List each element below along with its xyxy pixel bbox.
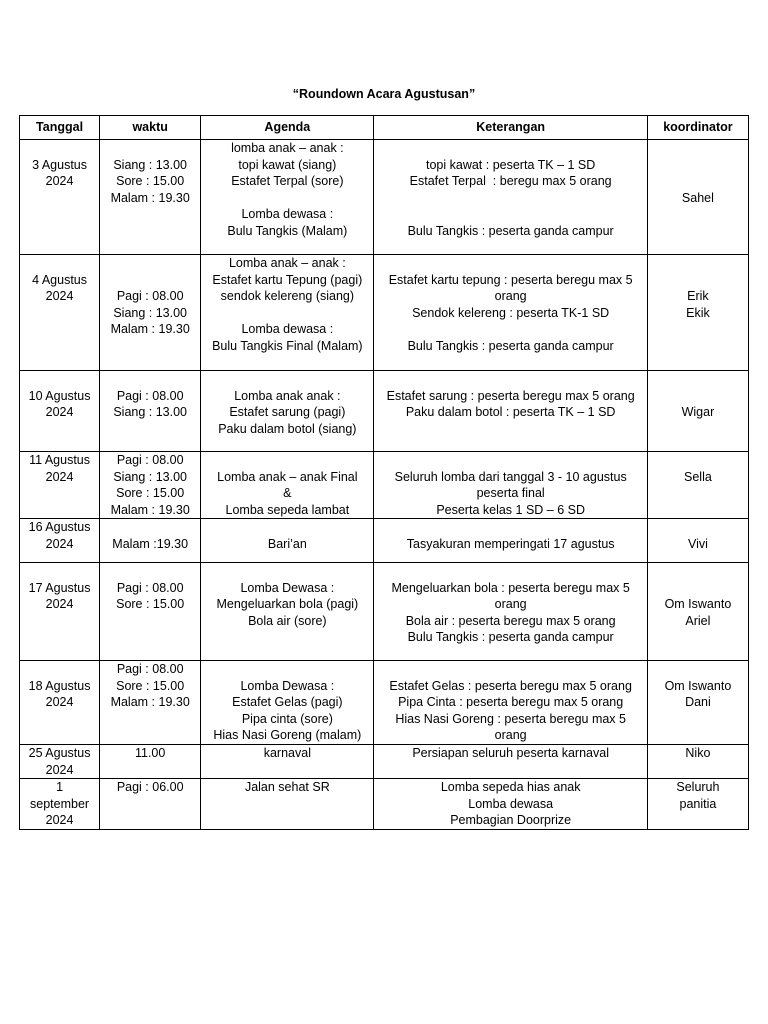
header-agenda: Agenda [201,116,374,140]
cell-keterangan [374,140,647,255]
cell-line: Pagi : 08.00 [116,388,184,403]
cell-line: Peserta kelas 1 SD – 6 SD [436,502,585,517]
cell-tanggal [20,745,100,779]
cell-line: 2024 [45,469,74,484]
cell-line [376,321,644,338]
table-row [20,519,749,563]
cell-tanggal [20,519,100,563]
cell-line: Bulu Tangkis : peserta ganda campur [407,223,614,238]
cell-line [203,519,371,536]
cell-koordinator [647,745,748,779]
cell-agenda [201,452,374,519]
cell-line: 2024 [45,174,74,188]
cell-line: Erik [687,289,709,303]
cell-line [376,206,644,223]
cell-line: 3 Agustus [32,157,87,172]
cell-waktu [100,371,201,452]
cell-waktu [100,779,201,830]
cell-keterangan [374,519,647,563]
cell-line [650,388,746,405]
cell-line: Pagi : 08.00 [116,289,184,303]
cell-keterangan [374,745,647,779]
cell-line: Bola air (sore) [248,613,327,628]
cell-keterangan [374,371,647,452]
cell-line: Lomba Dewasa : [240,580,335,595]
table-row [20,371,749,452]
cell-line: sendok kelereng (siang) [220,289,355,303]
cell-line: 2024 [45,762,74,777]
cell-line: 2024 [45,695,74,709]
cell-line: Lomba Dewasa : [240,678,335,693]
header-row [20,116,749,140]
cell-line: Om Iswanto [664,678,732,693]
cell-line: Seluruh lomba dari tanggal 3 - 10 agustus [394,469,627,484]
cell-tanggal [20,661,100,745]
table-row [20,563,749,661]
cell-koordinator [647,519,748,563]
cell-waktu [100,452,201,519]
cell-line: Siang : 13.00 [113,405,187,419]
cell-line: 16 Agustus [28,520,91,534]
cell-line: Lomba dewasa : [241,207,334,221]
cell-tanggal [20,779,100,830]
cell-line: Estafet kartu Tepung (pagi) [212,272,363,287]
cell-koordinator [647,563,748,661]
cell-tanggal [20,371,100,452]
cell-line: Estafet Terpal : beregu max 5 orang [409,174,612,188]
cell-agenda [201,779,374,830]
cell-line: Pagi : 08.00 [116,662,184,676]
cell-line [102,255,198,272]
cell-line [376,452,644,469]
cell-line: Estafet sarung : peserta beregu max 5 orang [386,388,635,403]
cell-line [650,272,746,289]
rundown-table [19,115,749,830]
cell-line [650,661,746,678]
cell-waktu [100,745,201,779]
cell-keterangan [374,452,647,519]
cell-agenda [201,371,374,452]
cell-waktu [100,140,201,255]
cell-line [203,563,371,580]
cell-line [376,371,644,388]
cell-line: topi kawat : peserta TK – 1 SD [426,157,596,172]
table-row [20,745,749,779]
cell-line: Hias Nasi Goreng : peserta beregu max 5 [395,711,626,726]
cell-line: Sendok kelereng : peserta TK-1 SD [412,305,610,320]
cell-line [102,140,198,157]
cell-line: Niko [685,746,711,760]
cell-line [650,371,746,388]
cell-line: Pagi : 08.00 [116,453,184,467]
cell-line: Estafet kartu tepung : peserta beregu max 5 [388,272,633,287]
cell-waktu [100,255,201,371]
cell-agenda [201,661,374,745]
cell-line: Bulu Tangkis : peserta ganda campur [407,630,614,644]
cell-line: Malam : 19.30 [110,190,190,205]
cell-line: 2024 [45,597,74,611]
cell-line [22,661,97,678]
cell-line: Pembagian Doorprize [450,813,572,827]
cell-line: Bola air : peserta beregu max 5 orang [405,613,616,628]
cell-line: panitia [679,796,717,811]
cell-line: Om Iswanto [664,597,732,611]
cell-keterangan [374,563,647,661]
cell-line: Pipa cinta (sore) [241,711,333,726]
cell-line: 2024 [45,405,74,419]
cell-line [203,452,371,469]
cell-tanggal [20,563,100,661]
cell-line [650,519,746,536]
cell-line: orang [494,728,527,742]
cell-line: Ekik [686,305,710,320]
cell-line: Sore : 15.00 [116,678,185,693]
cell-koordinator [647,661,748,745]
cell-line: 18 Agustus [28,678,91,693]
cell-line: 2024 [45,536,74,551]
cell-line: Pagi : 06.00 [116,780,184,794]
cell-koordinator [647,140,748,255]
cell-keterangan [374,255,647,371]
cell-line: 11 Agustus [29,453,91,467]
cell-line: & [283,486,292,500]
cell-line [650,580,746,597]
cell-line [650,563,746,580]
table-row [20,779,749,830]
cell-line: peserta final [476,486,545,500]
cell-line [102,519,198,536]
cell-line: 25 Agustus [28,746,91,760]
header-koordinator: koordinator [647,116,748,140]
cell-line: Siang : 13.00 [113,469,187,484]
cell-line [22,563,97,580]
cell-line: Siang : 13.00 [113,305,187,320]
cell-line [376,519,644,536]
cell-line: Bulu Tangkis (Malam) [227,223,348,238]
cell-line: Pipa Cinta : peserta beregu max 5 orang [398,695,624,709]
cell-line: Malam :19.30 [112,536,189,551]
cell-line: Malam : 19.30 [110,695,190,709]
cell-line [102,272,198,289]
cell-line: 10 Agustus [28,388,91,403]
cell-line: Dani [685,695,711,709]
cell-line: topi kawat (siang) [238,157,337,172]
cell-line: Estafet Terpal (sore) [231,174,344,188]
cell-line: Paku dalam botol (siang) [218,421,357,436]
cell-agenda [201,255,374,371]
cell-line: Estafet Gelas (pagi) [232,695,343,709]
cell-koordinator [647,371,748,452]
cell-line: Seluruh [676,780,720,794]
cell-line: Sahel [681,190,714,205]
cell-line [376,563,644,580]
cell-line [22,255,97,272]
table-row [20,255,749,371]
cell-waktu [100,519,201,563]
cell-line: 11.00 [134,746,166,760]
header-waktu: waktu [100,116,201,140]
cell-koordinator [647,255,748,371]
cell-line: 2024 [45,289,74,303]
cell-line: Estafet Gelas : peserta beregu max 5 orang [389,678,632,693]
cell-line: Sore : 15.00 [116,597,185,611]
cell-line [203,371,371,388]
cell-line: Mengeluarkan bola : peserta beregu max 5 [391,580,630,595]
cell-line [376,140,644,157]
cell-waktu [100,563,201,661]
cell-line [376,190,644,207]
cell-line [203,305,371,322]
cell-line: 17 Agustus [28,580,91,595]
cell-line: Hias Nasi Goreng (malam) [213,728,362,742]
cell-line [650,173,746,190]
cell-line: Lomba anak – anak : [228,256,346,270]
cell-line: 1 [56,780,64,794]
cell-agenda [201,140,374,255]
cell-line: Lomba anak – anak Final [217,469,358,484]
cell-waktu [100,661,201,745]
cell-line: Bulu Tangkis Final (Malam) [212,338,363,353]
cell-line: orang [494,597,527,611]
cell-line [376,255,644,272]
cell-line [650,452,746,469]
cell-line: Lomba dewasa : [241,322,334,336]
cell-line [203,661,371,678]
table-row [20,661,749,745]
cell-line [650,157,746,174]
cell-tanggal [20,255,100,371]
cell-keterangan [374,779,647,830]
header-tanggal: Tanggal [20,116,100,140]
cell-tanggal [20,452,100,519]
cell-line: Ariel [685,613,711,628]
cell-line: Malam : 19.30 [110,322,190,336]
cell-line: karnaval [263,746,311,760]
table-row [20,140,749,255]
cell-koordinator [647,452,748,519]
cell-line: Paku dalam botol : peserta TK – 1 SD [405,405,616,419]
cell-line: Jalan sehat SR [244,780,330,794]
cell-line: Mengeluarkan bola (pagi) [216,597,359,611]
cell-line: Siang : 13.00 [113,157,187,172]
cell-line: orang [494,289,527,303]
cell-agenda [201,745,374,779]
cell-line [203,190,371,207]
cell-tanggal [20,140,100,255]
cell-line: Tasyakuran memperingati 17 agustus [406,536,615,551]
cell-line: Sore : 15.00 [116,174,185,188]
cell-line: Lomba sepeda lambat [225,502,350,517]
cell-line: Vivi [687,536,708,551]
cell-line: Wigar [681,405,715,419]
cell-line: Persiapan seluruh peserta karnaval [412,746,609,760]
cell-line: Pagi : 08.00 [116,580,184,595]
cell-line: 4 Agustus [32,272,87,287]
cell-line: Estafet sarung (pagi) [229,405,346,419]
header-keterangan: Keterangan [374,116,647,140]
cell-line: Sore : 15.00 [116,486,185,500]
cell-keterangan [374,661,647,745]
table-row [20,452,749,519]
cell-line: Bulu Tangkis : peserta ganda campur [407,338,614,353]
cell-line [102,371,198,388]
cell-line [22,140,97,157]
cell-line: Malam : 19.30 [110,502,190,517]
cell-line [650,255,746,272]
cell-line [376,661,644,678]
cell-line [22,371,97,388]
cell-koordinator [647,779,748,830]
cell-line: lomba anak – anak : [231,141,344,155]
cell-line: Bari’an [267,536,307,551]
rundown-body [20,140,749,830]
cell-line: Sella [684,469,712,484]
cell-line: Lomba dewasa [468,796,554,811]
cell-line: september [30,796,90,811]
cell-line: 2024 [45,813,74,827]
cell-agenda [201,563,374,661]
cell-line [102,563,198,580]
document-title: “Roundown Acara Agustusan” [292,87,476,101]
cell-line: Lomba anak anak : [234,388,341,403]
cell-line: Lomba sepeda hias anak [440,780,581,794]
cell-agenda [201,519,374,563]
cell-line [650,140,746,157]
